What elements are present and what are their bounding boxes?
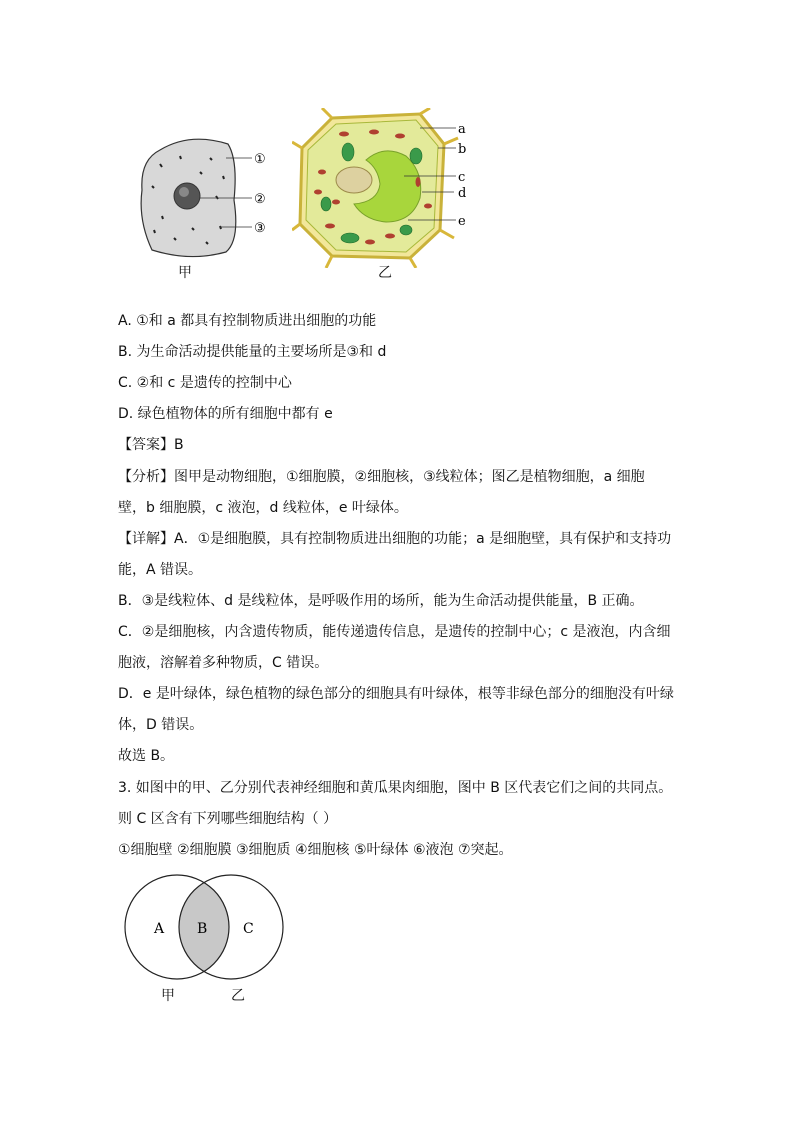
- plant-label-b: b: [458, 142, 467, 157]
- plant-cell-caption: 乙: [378, 265, 392, 281]
- option-a: A. ①和 a 都具有控制物质进出细胞的功能: [118, 313, 377, 329]
- plant-cell-nucleus: [336, 167, 372, 193]
- analysis-line-2: 壁，b 细胞膜，c 液泡，d 线粒体，e 叶绿体。: [118, 500, 408, 516]
- option-b: B. 为生命活动提供能量的主要场所是③和 d: [118, 344, 387, 360]
- question3-line-1: 3. 如图中的甲、乙分别代表神经细胞和黄瓜果肉细胞，图中 B 区代表它们之间的共同点。: [118, 780, 673, 796]
- answer: 【答案】B: [118, 437, 184, 453]
- plant-cell-figure: [292, 108, 482, 268]
- venn-diagram: [120, 872, 290, 982]
- venn-label-c: C: [243, 921, 254, 937]
- plant-label-c: c: [458, 170, 466, 185]
- analysis-line-1: 【分析】图甲是动物细胞，①细胞膜，②细胞核，③线粒体；图乙是植物细胞，a 细胞: [118, 469, 645, 485]
- animal-cell-figure: [130, 130, 280, 290]
- venn-label-a: A: [154, 921, 165, 937]
- plant-label-e: e: [458, 214, 466, 229]
- animal-label-1: ①: [254, 152, 266, 167]
- detail-line-8: 故选 B。: [118, 748, 175, 764]
- animal-label-2: ②: [254, 192, 266, 207]
- detail-line-4: C．②是细胞核，内含遗传物质，能传递遗传信息，是遗传的控制中心；c 是液泡，内含细: [118, 624, 671, 640]
- plant-label-d: d: [458, 186, 467, 201]
- option-c: C. ②和 c 是遗传的控制中心: [118, 375, 292, 391]
- detail-line-5: 胞液，溶解着多种物质，C 错误。: [118, 655, 329, 671]
- detail-line-2: 能，A 错误。: [118, 562, 203, 578]
- question3-line-2: 则 C 区含有下列哪些细胞结构（ ）: [118, 811, 338, 827]
- animal-cell-caption: 甲: [178, 265, 192, 281]
- detail-line-1: 【详解】A．①是细胞膜，具有控制物质进出细胞的功能；a 是细胞壁，具有保护和支持功: [118, 531, 672, 547]
- option-d: D. 绿色植物体的所有细胞中都有 e: [118, 406, 333, 422]
- detail-line-3: B．③是线粒体、d 是线粒体，是呼吸作用的场所，能为生命活动提供能量，B 正确。: [118, 593, 644, 609]
- venn-caption-right: 乙: [231, 988, 245, 1004]
- detail-line-6: D．e 是叶绿体，绿色植物的绿色部分的细胞具有叶绿体，根等非绿色部分的细胞没有叶绿: [118, 686, 674, 702]
- venn-caption-left: 甲: [161, 988, 175, 1004]
- animal-label-3: ③: [254, 221, 266, 236]
- question3-line-3: ①细胞壁 ②细胞膜 ③细胞质 ④细胞核 ⑤叶绿体 ⑥液泡 ⑦突起。: [118, 842, 513, 858]
- plant-label-a: a: [458, 122, 466, 137]
- detail-line-7: 体，D 错误。: [118, 717, 204, 733]
- venn-label-b: B: [197, 921, 208, 937]
